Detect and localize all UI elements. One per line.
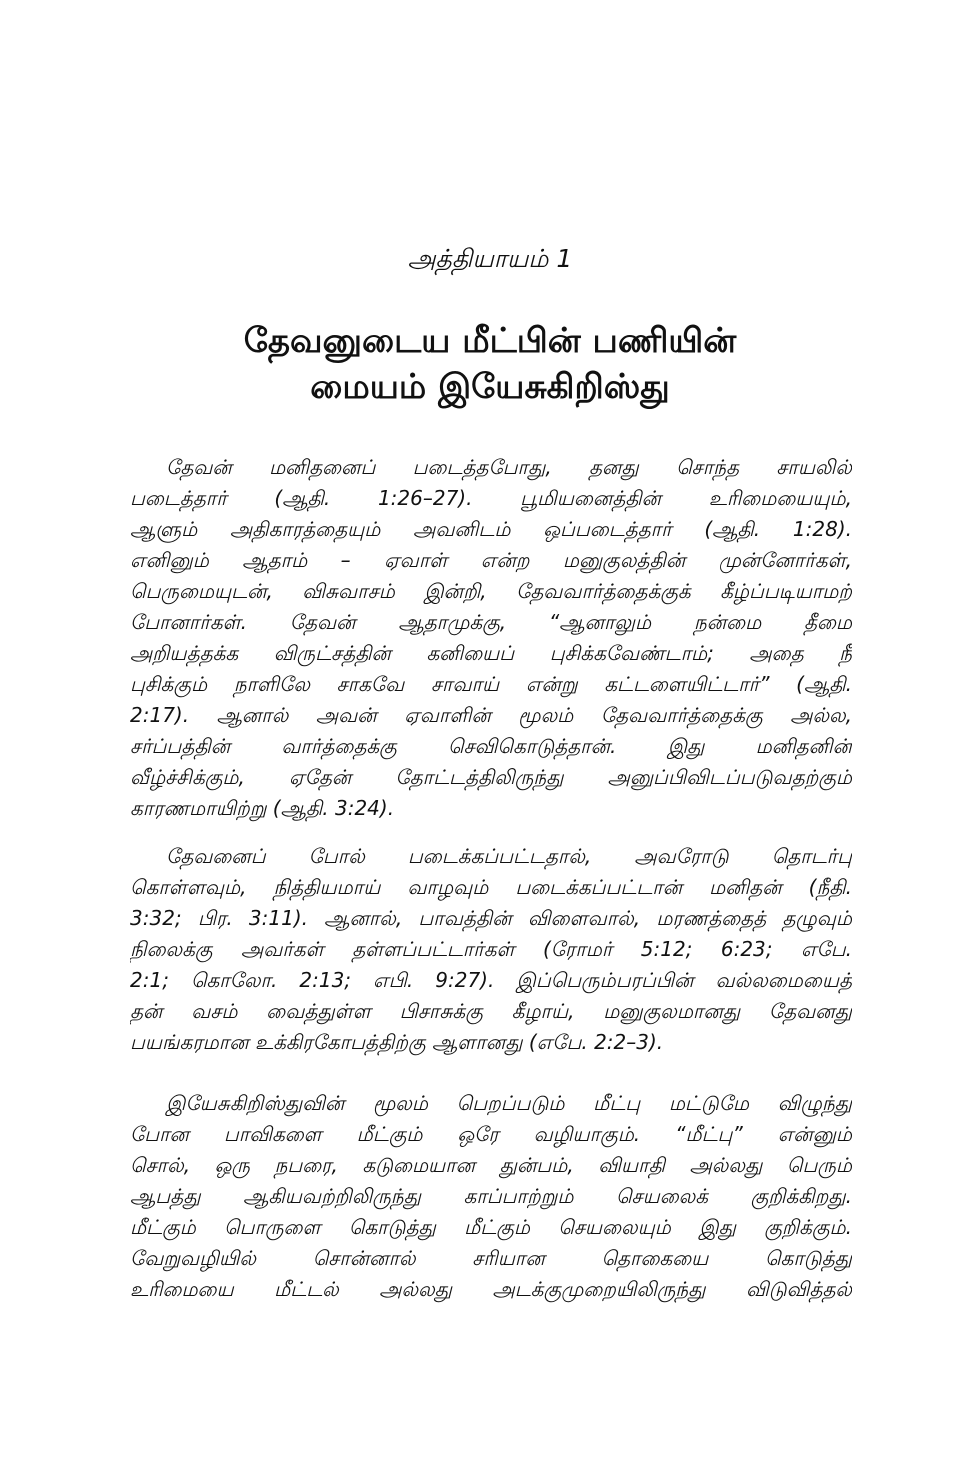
text-line: 3:32; பிர. 3:11). ஆனால், பாவத்தின் விளைவால், மரணத்தைத் தழுவும் bbox=[130, 906, 852, 930]
text-line: பயங்கரமான உக்கிரகோபத்திற்கு ஆளானது (எபே. 2:2–3). bbox=[130, 1030, 664, 1054]
text-line: சொல், ஒரு நபரை, கடுமையான துன்பம், வியாதி அல்லது பெரும் bbox=[130, 1153, 852, 1177]
text-line: தன் வசம் வைத்துள்ள பிசாசுக்கு கீழாய், மனுகுலமானது தேவனது bbox=[130, 999, 852, 1023]
text-line: சர்ப்பத்தின் வார்த்தைக்கு செவிகொடுத்தான். இது மனிதனின் bbox=[130, 734, 852, 758]
page-title bbox=[0, 318, 980, 410]
paragraph-2 bbox=[130, 841, 852, 1058]
text-line: எனினும் ஆதாம் – ஏவாள் என்ற மனுகுலத்தின் முன்னோர்கள், bbox=[130, 548, 852, 572]
text-line: போனார்கள். தேவன் ஆதாமுக்கு, “ஆனாலும் நன்மை தீமை bbox=[130, 610, 852, 634]
text-line: ஆளும் அதிகாரத்தையும் அவனிடம் ஒப்படைத்தார் (ஆதி. 1:28). bbox=[130, 517, 852, 541]
paragraph-3 bbox=[130, 1088, 852, 1305]
chapter-label: அத்தியாயம் 1 bbox=[407, 244, 573, 273]
text-line: புசிக்கும் நாளிலே சாகவே சாவாய் என்று கட்டளையிட்டார்” (ஆதி. bbox=[130, 672, 852, 696]
text-line: உரிமையை மீட்டல் அல்லது அடக்குமுறையிலிருந்து விடுவித்தல் bbox=[130, 1277, 852, 1301]
paragraph-1 bbox=[130, 452, 852, 824]
text-line: மீட்கும் பொருளை கொடுத்து மீட்கும் செயலையும் இது குறிக்கும். bbox=[130, 1215, 852, 1239]
text-line: போன பாவிகளை மீட்கும் ஒரே வழியாகும். “மீட்பு” என்னும் bbox=[130, 1122, 852, 1146]
text-line: 2:17). ஆனால் அவன் ஏவாளின் மூலம் தேவவார்த்தைக்கு அல்ல, bbox=[130, 703, 852, 727]
text-line: 2:1; கொலோ. 2:13; எபி. 9:27). இப்பெரும்பரப்பின் வல்லமையைத் bbox=[130, 968, 852, 992]
text-line: கொள்ளவும், நித்தியமாய் வாழவும் படைக்கப்பட்டான் மனிதன் (நீதி. bbox=[130, 875, 852, 899]
title-line: தேவனுடைய மீட்பின் பணியின் bbox=[243, 321, 737, 361]
title-line: மையம் இயேசுகிறிஸ்து bbox=[310, 367, 670, 407]
text-line: அறியத்தக்க விருட்சத்தின் கனியைப் புசிக்கவேண்டாம்; அதை நீ bbox=[130, 641, 852, 665]
text-line: வீழ்ச்சிக்கும், ஏதேன் தோட்டத்திலிருந்து அனுப்பிவிடப்படுவதற்கும் bbox=[130, 765, 852, 789]
text-line: தேவனைப் போல் படைக்கப்பட்டதால், அவரோடு தொடர்பு bbox=[166, 844, 852, 868]
text-line: வேறுவழியில் சொன்னால் சரியான தொகையை கொடுத்து bbox=[130, 1246, 852, 1270]
text-line: ஆபத்து ஆகியவற்றிலிருந்து காப்பாற்றும் செயலைக் குறிக்கிறது. bbox=[130, 1184, 852, 1208]
text-line: காரணமாயிற்று (ஆதி. 3:24). bbox=[130, 796, 395, 820]
text-line: படைத்தார் (ஆதி. 1:26–27). பூமியனைத்தின் உரிமையையும், bbox=[130, 486, 852, 510]
text-line: தேவன் மனிதனைப் படைத்தபோது, தனது சொந்த சாயலில் bbox=[166, 455, 852, 479]
text-line: நிலைக்கு அவர்கள் தள்ளப்பட்டார்கள் (ரோமர் 5:12; 6:23; எபே. bbox=[130, 937, 852, 961]
text-line: பெருமையுடன், விசுவாசம் இன்றி, தேவவார்த்தைக்குக் கீழ்ப்படியாமற் bbox=[130, 579, 852, 603]
text-line: இயேசுகிறிஸ்துவின் மூலம் பெறப்படும் மீட்பு மட்டுமே விழுந்து bbox=[166, 1091, 852, 1115]
